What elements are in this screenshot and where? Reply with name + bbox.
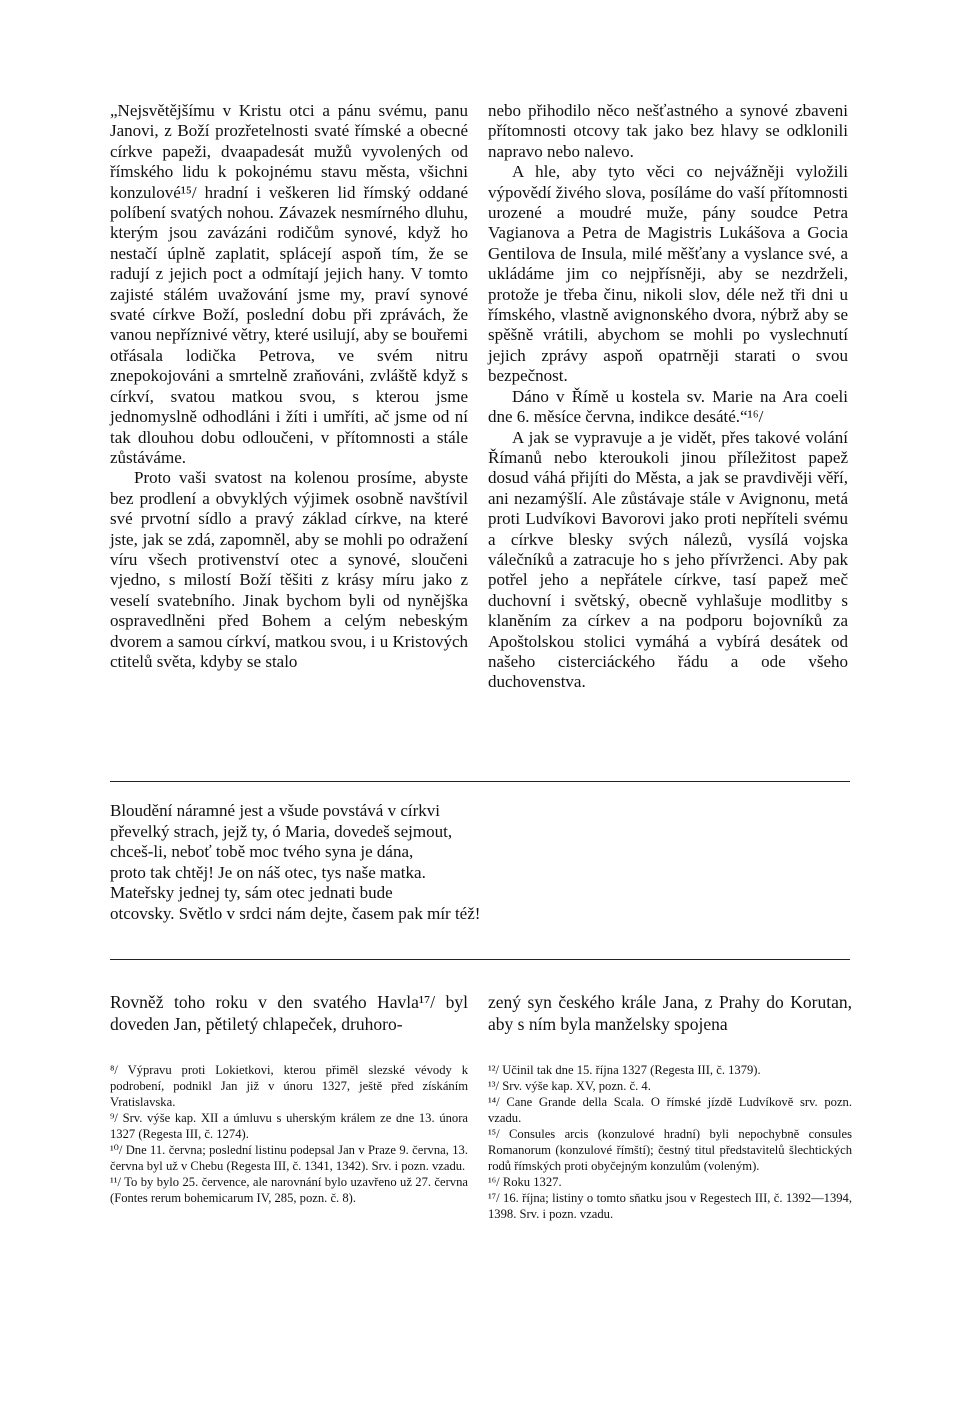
footnote-15: ¹⁵/ Consules arcis (konzulové hradní) byli nepochybně consules Romanorum (konzulové římští); čestný titul představitelů šlechtických rodů římských proti obyčejným konzulům (voleným). xyxy=(488,1127,852,1173)
divider-top xyxy=(110,781,850,782)
poem-block xyxy=(110,801,850,925)
footnote-13: ¹³/ Srv. výše kap. XV, pozn. č. 4. xyxy=(488,1079,651,1093)
poem-line: Bloudění náramné jest a všude povstává v církvi xyxy=(110,801,440,820)
poem-line: otcovsky. Světlo v srdci nám dejte, časem pak mír též! xyxy=(110,903,481,923)
main-text-left-column xyxy=(110,101,468,672)
divider-bottom xyxy=(110,959,850,960)
poem-line: proto tak chtěj! Je on náš otec, tys naše matka. xyxy=(110,862,426,882)
poem-line: převelký strach, jejž ty, ó Maria, dovedeš sejmout, xyxy=(110,821,453,841)
footnote-9: ⁹/ Srv. výše kap. XII a úmluvu s uherským králem ze dne 13. února 1327 (Regesta III, č. 1274). xyxy=(110,1111,468,1141)
footnote-14: ¹⁴/ Cane Grande della Scala. O římské jízdě Ludvíkově srv. pozn. vzadu. xyxy=(488,1095,852,1125)
paragraph-plea: Proto vaši svatost na kolenou prosíme, abyste bez prodlení a obvyklých výjimek osobně navštívil své prvotní sídlo a pravý základ církve, na které jste, jak se zdá, zapomněl, aby se mohli po odražení víru všech protivenství otec a synové, sloučeni vjedno, s milostí Boží těšiti z krásy míru jako z veselí svatebního. Jinak bychom byli od nynějška ospravedlněni před Bohem a celým nebeským dvorem a samou církví, matkou svou, i u Kristových ctitelů světa, kdyby se stalo xyxy=(110,468,468,671)
chapter-text-right xyxy=(488,991,852,1035)
paragraph-dating: Dáno v Římě u kostela sv. Marie na Ara coeli dne 6. měsíce června, indikce desáté.“¹⁶/ xyxy=(488,386,848,427)
footnote-11: ¹¹/ To by bylo 25. července, ale narovnání bylo uzavřeno už 27. června (Fontes rerum bohemicarum IV, 285, pozn. č. 8). xyxy=(110,1175,468,1205)
chapter-text-left xyxy=(110,991,468,1035)
paragraph-letter-opening: „Nejsvětějšímu v Kristu otci a pánu svému, panu Janovi, z Boží prozřetelnosti svaté římské a obecné církve papeži, dvaapadesát mužů vyvolených od římského lidu k pokojnému stavu města, všichni konzulové¹⁵/ hradní i veškeren lid římský oddané políbení svatých nohou. Závazek nesmírného dluhu, kterým jsou zavázáni rodičům synové, když ho nestačí úplně zaplatit, splácejí aspoň tím, že se radují z jejich poct a odmítají jejich hany. V tomto zajisté stálém uvažování jsme my, praví synové svaté církve Boží, poslední dobu při zprávách, že vanou nepříznivé větry, které usilují, aby se bouřemi otřásala lodička Petrova, ve svém nitru znepokojováni a smrtelně zraňováni, zvláště když s církví, svatou matkou svou, s kterou jsme jednomyslně odhodláni i žíti i umříti, ač jsme od ní tak dlouhou dobu odloučeni, v přítomnosti a stále zůstáváme. xyxy=(110,101,468,467)
footnote-12: ¹²/ Učinil tak dne 15. října 1327 (Regesta III, č. 1379). xyxy=(488,1063,761,1077)
paragraph-havel: Rovněž toho roku v den svatého Havla¹⁷/ byl doveden Jan, pětiletý chlapeček, druhoro- xyxy=(110,992,468,1034)
poem-line: chceš-li, neboť tobě moc tvého syna je dána, xyxy=(110,842,414,862)
footnote-8: ⁸/ Výpravu proti Lokietkovi, kterou přiměl slezské vévody k podrobení, podnikl Jan již v únoru 1327, ještě před získáním Vratislavska. xyxy=(110,1063,468,1109)
paragraph-korutany: zený syn českého krále Jana, z Prahy do Korutan, aby s ním byla manželsky spojena xyxy=(488,992,852,1034)
main-text-right-column xyxy=(488,101,848,693)
footnote-10: ¹⁰/ Dne 11. června; poslední listinu podepsal Jan v Praze 9. června, 13. června byl už v Chebu (Regesta III, č. 1341, 1342). Srv. i pozn. vzadu. xyxy=(110,1143,468,1173)
paragraph-pope-avignon: A jak se vypravuje a je vidět, přes takové volání Římanů nebo kteroukoli jinou příležitost papež dosud váhá přijíti do Města, a jak se pravdivěji věří, ani nezamýšlí. Ale zůstávaje stále v Avignonu, metá proti Ludvíkovi Bavorovi jako proti nepříteli svému a církve blesky svých nálezů, vysílá vojska válečníků a zatracuje ho s jeho přívrženci. Aby pak potřel jeho a nepřátele církve, tasí papež meč duchovní i světský, obecně vyhlašuje modlitby s klaněním za církev a na podporu bojovníků za Apoštolskou stolici vymáhá a vybírá desátek od našeho cisterciáckého řádu a ode všeho duchovenstva. xyxy=(488,427,848,692)
footnotes-right xyxy=(488,1062,852,1222)
footnote-17: ¹⁷/ 16. října; listiny o tomto sňatku jsou v Regestech III, č. 1392—1394, 1398. Srv. i pozn. vzadu. xyxy=(488,1191,852,1221)
footnote-16: ¹⁶/ Roku 1327. xyxy=(488,1175,562,1189)
paragraph-continuation: nebo přihodilo něco nešťastného a synové zbaveni přítomnosti otcovy tak jako bez hlavy se odklonili napravo nebo nalevo. xyxy=(488,101,848,161)
paragraph-envoys: A hle, aby tyto věci co nejvážněji vyložili výpovědí živého slova, posíláme do vaší přítomnosti urozené a moudré muže, pány soudce Petra Vagianova a Petra de Magistris Lukášova a Gocia Gentilova de Insula, milé měšťany a vyslance své, a ukládáme jim co nejpřísněji, aby se nezdrželi, protože je třeba činu, nikoli slov, déle než tři dni u římského, vlastně avignonského dvora, nýbrž aby se spěšně vrátili, abychom se mohli po vyslechnutí jejich zprávy aspoň opatrněji starati o svou bezpečnost. xyxy=(488,162,848,386)
footnotes-left xyxy=(110,1062,468,1206)
poem-line: Mateřsky jednej ty, sám otec jednati bude xyxy=(110,883,393,903)
